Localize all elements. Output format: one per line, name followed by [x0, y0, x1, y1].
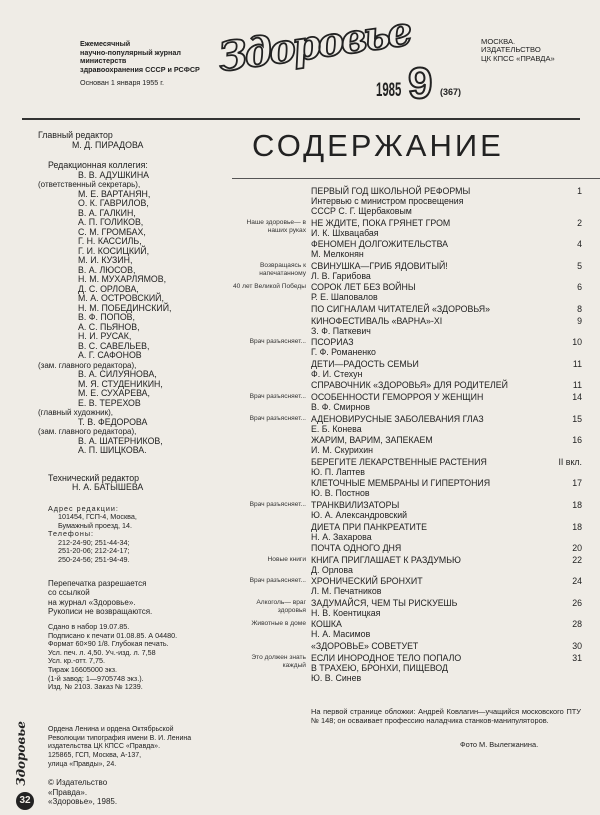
entry-subtitle: Л. М. Печатников — [311, 586, 382, 597]
entry-title: ОСОБЕННОСТИ ГЕМОРРОЯ У ЖЕНЩИН — [311, 391, 484, 402]
address-label: Адрес редакции: — [48, 503, 119, 513]
entry-rubric: Это должен знать каждый — [251, 653, 306, 670]
entry-page: 14 — [572, 391, 582, 402]
publisher-line: ИЗДАТЕЛЬСТВО — [481, 45, 541, 55]
board-member: О. К. ГАВРИЛОВ, — [78, 198, 149, 208]
board-member: Т. В. ФЕДОРОВА — [78, 416, 148, 427]
entry-title: ХРОНИЧЕСКИЙ БРОНХИТ — [311, 576, 423, 587]
entry-page: 15 — [572, 413, 582, 424]
board-member: Г. И. КОСИЦКИЙ, — [78, 245, 150, 256]
entry-page: 18 — [572, 521, 582, 532]
entry-rubric: Алкоголь— враг здоровья — [256, 598, 306, 615]
board-member: Н. М. МУХАРЛЯМОВ, — [78, 274, 167, 284]
reprint-notice — [48, 579, 228, 617]
masthead — [38, 131, 228, 692]
entry-title: КИНОФЕСТИВАЛЬ «ВАРНА»-XI — [311, 315, 443, 326]
side-logo: Здоровье — [14, 721, 28, 786]
board-member: А. П. ШИЦКОВА. — [78, 445, 147, 455]
contents-title: СОДЕРЖАНИЕ — [252, 128, 504, 163]
entry-subtitle: Ю. А. Александровский — [311, 509, 408, 520]
publisher-line: МОСКВА. — [481, 37, 516, 46]
toc-entry[interactable] — [232, 543, 582, 553]
print-info-line: Подписано к печати 01.08.85. А 04480. — [48, 630, 178, 640]
board-member: М. Я. СТУДЕНИКИН, — [78, 378, 163, 389]
founded-date: Основан 1 января 1955 г. — [80, 78, 164, 87]
chief-editor-label: Главный редактор — [38, 130, 113, 140]
entry-text — [311, 653, 538, 683]
press-line: издательства ЦК КПСС «Правда». — [48, 743, 161, 751]
entry-page: 4 — [577, 239, 582, 250]
entry-text — [311, 543, 538, 553]
entry-title: КНИГА ПРИГЛАШАЕТ К РАЗДУМЬЮ — [311, 554, 461, 565]
publisher-line: ЦК КПСС «ПРАВДА» — [481, 53, 555, 63]
entry-page: 31 — [572, 652, 582, 663]
entry-page: 8 — [577, 303, 582, 314]
entry-rubric: Врач разъясняет... — [249, 338, 306, 346]
description-line: Ежемесячный — [80, 39, 131, 48]
entry-title: ФЕНОМЕН ДОЛГОЖИТЕЛЬСТВА — [311, 239, 449, 250]
board-member: (главный художник), — [38, 408, 114, 417]
toc-entry[interactable] — [232, 304, 582, 314]
entry-title: «ЗДОРОВЬЕ» СОВЕТУЕТ — [311, 641, 419, 652]
press-line: Ордена Ленина и ордена Октябрьской — [48, 726, 174, 733]
magazine-logo: Здоровье — [215, 7, 413, 82]
page-number: 32 — [16, 792, 34, 810]
board-member: А. Г. САФОНОВ — [78, 350, 142, 360]
board-member: Н. М. ПОБЕДИНСКИЙ, — [78, 302, 172, 313]
press-line: 125865, ГСП, Москва, А-137, — [48, 752, 142, 760]
tech-editor-name: Н. А. БАТЫШЕВА — [72, 482, 144, 492]
entry-text — [311, 186, 538, 216]
entry-title: КОШКА — [311, 619, 342, 630]
entry-text — [311, 359, 538, 379]
entry-page: 28 — [572, 619, 582, 630]
entry-subtitle: Н. А. Захарова — [311, 531, 372, 542]
spacer — [38, 456, 228, 474]
printing-house — [48, 726, 191, 770]
board-member: М. И. КУЗИН, — [78, 255, 133, 265]
board-member: В. А. СИЛУЯНОВА, — [78, 369, 157, 379]
entry-page: 1 — [577, 186, 582, 196]
cover-note: На первой странице обложки: Андрей Ковлагин—учащийся московского ПТУ № 148; он осваивает профессию наладчика станков-манипуляторов. — [311, 707, 581, 726]
entry-page: 11 — [572, 380, 582, 391]
entry-rubric: Наше здоровье— в наших руках — [246, 218, 306, 234]
entry-page: 2 — [577, 217, 582, 228]
description-line: научно-популярный журнал — [80, 47, 181, 57]
entry-subtitle: Д. Орлова — [311, 564, 353, 575]
entry-text — [311, 500, 538, 520]
contacts — [38, 505, 228, 692]
toc-entry[interactable] — [232, 316, 582, 336]
entry-title: ЗАДУМАЙСЯ, ЧЕМ ТЫ РИСКУЕШЬ — [311, 597, 458, 608]
toc-entry[interactable] — [232, 641, 582, 651]
board-member: В. В. АДУШКИНА — [78, 169, 150, 180]
copyright-line: «Правда». — [48, 787, 88, 797]
board-label: Редакционная коллегия: — [48, 160, 148, 170]
press-line: улица «Правды», 24. — [48, 760, 117, 768]
entry-title: СОРОК ЛЕТ БЕЗ ВОЙНЫ — [311, 282, 416, 293]
contents-divider — [232, 178, 600, 179]
board-member: А. С. ПЬЯНОВ, — [78, 321, 140, 332]
entry-text — [311, 576, 538, 596]
board-member: (ответственный секретарь), — [38, 180, 141, 189]
publisher-info — [481, 38, 555, 63]
entry-subtitle: Е. Б. Конева — [311, 423, 362, 434]
entry-title: ПЕРВЫЙ ГОД ШКОЛЬНОЙ РЕФОРМЫ — [311, 186, 471, 196]
entry-subtitle: Ю. П. Лаптев — [311, 466, 365, 477]
entry-subtitle: СССР С. Г. Щербаковым — [311, 206, 412, 216]
entry-rubric: Врач разъясняет... — [249, 414, 306, 422]
entry-rubric: Врач разъясняет... — [249, 392, 306, 400]
entry-title: ТРАНКВИЛИЗАТОРЫ — [311, 499, 400, 510]
entry-text — [311, 392, 538, 412]
entry-title: ПОЧТА ОДНОГО ДНЯ — [311, 543, 402, 554]
phone-line: 212-24-90; 251-44-34; — [58, 537, 130, 547]
toc-entry[interactable] — [232, 392, 582, 412]
entry-rubric: Врач разъясняет... — [249, 500, 306, 508]
entry-text — [311, 316, 538, 336]
entry-subtitle: Р. Е. Шаповалов — [311, 292, 378, 303]
toc-entry[interactable] — [232, 598, 582, 618]
entry-text — [311, 414, 538, 434]
description-line: здравоохранения СССР и РСФСР — [80, 64, 200, 74]
toc-entry[interactable] — [232, 500, 582, 520]
issue-total-number: (367) — [440, 87, 462, 97]
print-info — [48, 623, 228, 692]
board-member: Н. И. РУСАК, — [78, 331, 132, 341]
entry-page: II вкл. — [558, 456, 582, 467]
entry-page: 26 — [572, 597, 582, 608]
phone-line: 251-20-06; 212-24-17; — [58, 546, 130, 556]
entry-subtitle: Н. А. Масимов — [311, 629, 371, 640]
print-info-line: Усл. печ. л. 4,50. Уч.-изд. л. 7,58 — [48, 647, 156, 657]
toc-entry[interactable] — [232, 337, 582, 357]
print-info-line: (1-й завод: 1—9705748 экз.). — [48, 673, 144, 683]
entry-title: ДИЕТА ПРИ ПАНКРЕАТИТЕ — [311, 521, 428, 532]
entry-text — [311, 555, 538, 575]
print-info-line: Тираж 16605000 экз. — [48, 665, 118, 674]
entry-text — [311, 641, 538, 651]
entry-page: 24 — [572, 576, 582, 587]
entry-rubric: 40 лет Великой Победы — [232, 283, 306, 291]
reprint-line: Перепечатка разрешается — [48, 578, 147, 588]
publisher-description — [80, 40, 200, 74]
entry-title: АДЕНОВИРУСНЫЕ ЗАБОЛЕВАНИЯ ГЛАЗ — [311, 413, 484, 424]
toc-entry[interactable] — [232, 619, 582, 639]
entry-title: КЛЕТОЧНЫЕ МЕМБРАНЫ И ГИПЕРТОНИЯ — [311, 478, 491, 489]
board-member: (зам. главного редактора), — [38, 427, 137, 436]
entry-subtitle: Интервью с министром просвещения — [311, 196, 464, 206]
board-member: В. А. ШАТЕРНИКОВ, — [78, 435, 163, 446]
photo-credit: Фото М. Вылегжанина. — [460, 740, 539, 749]
entry-subtitle: Ф. И. Стехун — [311, 368, 363, 379]
description-line: министерств — [80, 56, 127, 66]
entry-subtitle: З. Ф. Паткевич — [311, 325, 371, 336]
toc-entry[interactable] — [232, 576, 582, 596]
toc-entry[interactable] — [232, 435, 582, 455]
toc-entry[interactable] — [232, 522, 582, 542]
entry-subtitle: Г. Ф. Романенко — [311, 347, 376, 358]
entry-subtitle: М. Мелконян — [311, 249, 364, 260]
toc-entry[interactable] — [232, 239, 582, 259]
toc-entry[interactable] — [232, 282, 582, 302]
toc-entry[interactable] — [232, 555, 582, 575]
board-member: М. Е. ВАРТАНЯН, — [78, 188, 151, 199]
entry-title: ДЕТИ—РАДОСТЬ СЕМЬИ — [311, 358, 419, 369]
phones-label: Телефоны: — [48, 529, 94, 539]
entry-page: 16 — [572, 435, 582, 446]
toc-entry[interactable] — [232, 380, 582, 390]
entry-text — [311, 380, 538, 390]
entry-page: 20 — [572, 543, 582, 554]
entry-title: ЕСЛИ ИНОРОДНОЕ ТЕЛО ПОПАЛО — [311, 652, 462, 663]
board-member: М. Е. СУХАРЕВА, — [78, 388, 150, 398]
entry-subtitle: Ю. В. Синев — [311, 672, 362, 683]
toc-entry[interactable] — [232, 261, 582, 281]
entry-title: СВИНУШКА—ГРИБ ЯДОВИТЫЙ! — [311, 260, 448, 271]
entry-text — [311, 261, 538, 281]
entry-title: БЕРЕГИТЕ ЛЕКАРСТВЕННЫЕ РАСТЕНИЯ — [311, 456, 487, 467]
entry-subtitle: В. Ф. Смирнов — [311, 401, 370, 412]
entry-title: НЕ ЖДИТЕ, ПОКА ГРЯНЕТ ГРОМ — [311, 217, 451, 228]
entry-page: 10 — [572, 337, 582, 348]
entry-subtitle: Л. В. Гарибова — [311, 270, 371, 281]
board-member: М. А. ОСТРОВСКИЙ, — [78, 293, 164, 303]
entry-subtitle: И. М. Скурихин — [311, 445, 374, 456]
copyright-line: © Издательство — [48, 778, 108, 787]
tech-editor-label: Технический редактор — [48, 472, 140, 483]
entry-page: 6 — [577, 282, 582, 293]
entry-text — [311, 478, 538, 498]
print-info-line: Изд. № 2103. Заказ № 1239. — [48, 682, 143, 692]
entry-page: 17 — [572, 478, 582, 489]
board-member: (зам. главного редактора), — [38, 360, 137, 370]
entry-text — [311, 337, 538, 357]
entry-title: ПО СИГНАЛАМ ЧИТАТЕЛЕЙ «ЗДОРОВЬЯ» — [311, 303, 490, 314]
copyright-line: «Здоровье», 1985. — [48, 797, 118, 807]
toc-entry[interactable] — [232, 414, 582, 434]
entry-text — [311, 522, 538, 542]
chief-editor-name: М. Д. ПИРАДОВА — [72, 139, 144, 150]
entry-page: 30 — [572, 641, 582, 652]
print-info-line: Усл. кр.-отт. 7,75. — [48, 656, 106, 666]
issue-number: 9 — [408, 59, 433, 108]
reprint-line: со ссылкой — [48, 588, 90, 598]
board-member: Д. С. ОРЛОВА, — [78, 283, 139, 294]
toc-entry[interactable] — [232, 457, 582, 477]
toc-entry[interactable] — [232, 359, 582, 379]
entry-text — [311, 435, 538, 455]
entry-text — [311, 619, 538, 639]
entry-subtitle: Н. В. Коентицкая — [311, 607, 381, 618]
print-info-line: Сдано в набор 19.07.85. — [48, 622, 130, 632]
board-member: В. А. ГАЛКИН, — [78, 207, 136, 218]
issue-year: 1985 — [376, 80, 402, 101]
board-member: А. П. ГОЛИКОВ, — [78, 217, 144, 227]
entry-title: СПРАВОЧНИК «ЗДОРОВЬЯ» ДЛЯ РОДИТЕЛЕЙ — [311, 380, 508, 391]
board-member: В. С. САВЕЛЬЕВ, — [78, 340, 150, 351]
entry-text — [311, 239, 538, 259]
entry-text — [311, 304, 538, 314]
toc-entry[interactable] — [232, 186, 582, 216]
entry-rubric: Врач разъясняет... — [249, 577, 306, 585]
board-member: Е. В. ТЕРЕХОВ — [78, 397, 141, 408]
entry-page: 9 — [577, 315, 582, 326]
press-line: Революции типография имени В. И. Ленина — [48, 734, 192, 742]
print-info-line: Формат 60×90 1/8. Глубокая печать. — [48, 639, 169, 649]
table-of-contents — [232, 186, 582, 684]
entry-text — [311, 282, 538, 302]
entry-rubric: Возвращаясь к напечатанному — [259, 261, 306, 278]
entry-title: ЖАРИМ, ВАРИМ, ЗАПЕКАЕМ — [311, 435, 433, 446]
toc-entry[interactable] — [232, 478, 582, 498]
toc-entry[interactable] — [232, 218, 582, 238]
entry-subtitle: Ю. В. Постнов — [311, 488, 370, 499]
copyright — [48, 778, 117, 807]
board-member: Г. Н. КАССИЛЬ, — [78, 236, 142, 246]
toc-entry[interactable] — [232, 653, 582, 683]
phone-line: 250-24-56; 251-94-49. — [58, 555, 130, 565]
board-member: В. А. ЛЮСОВ, — [78, 264, 136, 275]
entry-rubric: Животные в доме — [251, 620, 306, 628]
entry-rubric: Новые книги — [267, 555, 306, 563]
reprint-line: на журнал «Здоровье». — [48, 597, 136, 607]
address-line: Бумажный проезд, 14. — [58, 520, 133, 530]
entry-page: 22 — [572, 554, 582, 565]
entry-text — [311, 598, 538, 618]
board-member: С. М. ГРОМБАХ, — [78, 226, 146, 237]
entry-page: 5 — [577, 260, 582, 271]
entry-subtitle: В ТРАХЕЮ, БРОНХИ, ПИЩЕВОД — [311, 662, 449, 673]
address-line: 101454, ГСП-4, Москва, — [58, 512, 137, 522]
entry-subtitle: И. К. Шхвацабая — [311, 227, 379, 238]
board-member: В. Ф. ПОПОВ, — [78, 312, 135, 322]
header-divider — [22, 118, 580, 120]
reprint-line: Рукописи не возвращаются. — [48, 607, 153, 617]
entry-page: 18 — [572, 499, 582, 510]
entry-title: ПСОРИАЗ — [311, 337, 354, 348]
entry-page: 11 — [572, 358, 582, 369]
entry-text — [311, 457, 538, 477]
entry-text — [311, 218, 538, 238]
